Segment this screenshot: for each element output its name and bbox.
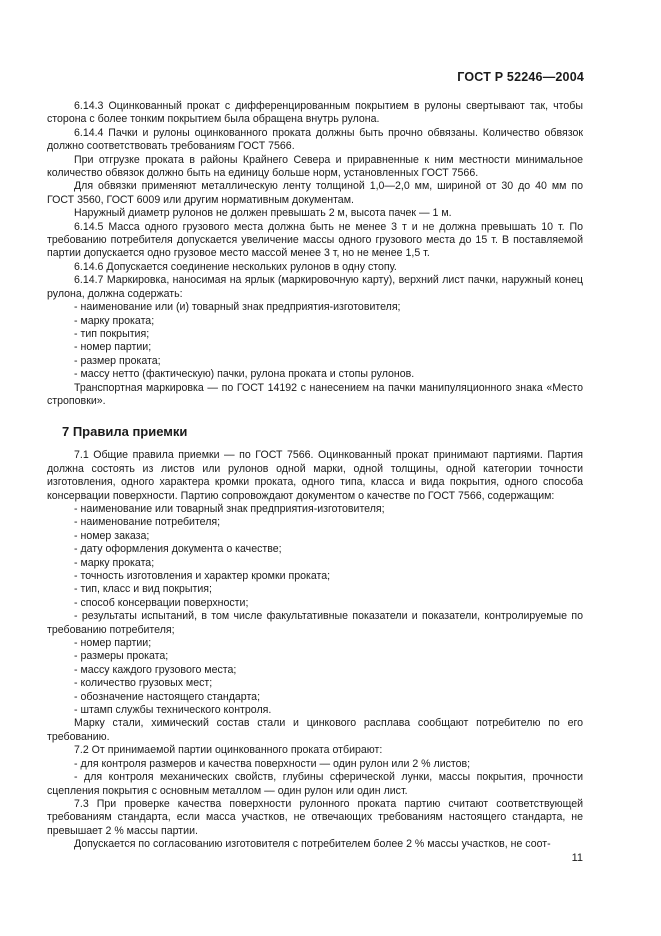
list-item: - массу каждого грузового места; (74, 663, 237, 676)
paragraph-7-2: 7.2 От принимаемой партии оцинкованного проката отбирают: (74, 744, 383, 757)
list-item: - тип покрытия; (74, 327, 150, 340)
list-item: - наименование или (и) товарный знак предприятия-изготовителя; (74, 301, 401, 314)
paragraph-roll-diameter: Наружный диаметр рулонов не должен превышать 2 м, высота пачек — 1 м. (74, 207, 452, 220)
paragraph-6-14-3: 6.14.3 Оцинкованный прокат с дифференцированным покрытием в рулоны свертывают так, чтобы сторона с более тонким покрытием была обращена внутрь рулона. (47, 100, 583, 126)
list-item: - количество грузовых мест; (74, 677, 213, 690)
list-item: - тип, класс и вид покрытия; (74, 583, 212, 596)
list-item: - номер партии; (74, 637, 152, 650)
list-item: - обозначение настоящего стандарта; (74, 690, 261, 703)
paragraph-continuation: Допускается по согласованию изготовителя с потребителем более 2 % массы участков, не соот- (74, 838, 551, 851)
paragraph-7-3: 7.3 При проверке качества поверхности рулонного проката партию считают соответствующей требованиям стандарта, если масса участков, не отвечающих требованиям настоящего стандарта, не превышает 2 % массы партии. (47, 797, 583, 837)
quality-document-list (47, 503, 583, 718)
section-7-heading: 7 Правила приемки (62, 424, 188, 440)
paragraph-steel-note: Марку стали, химический состав стали и цинкового расплава сообщают потребителю по его требованию. (47, 717, 583, 743)
page-number: 11 (571, 852, 583, 864)
list-item: - штамп службы технического контроля. (74, 704, 272, 717)
list-item: - дату оформления документа о качестве; (74, 543, 282, 556)
list-item: - марку проката; (74, 314, 155, 327)
paragraph-far-north: При отгрузке проката в районы Крайнего Севера и приравненные к ним местности минимальное количество обвязок должно быть на единицу больше норм, установленных ГОСТ 7566. (47, 153, 583, 180)
paragraph-6-14-6: 6.14.6 Допускается соединение нескольких рулонов в одну стопу. (74, 260, 397, 273)
list-item: - размеры проката; (74, 650, 169, 663)
list-item: - номер заказа; (74, 529, 150, 542)
paragraph-6-14-7: 6.14.7 Маркировка, наносимая на ярлык (маркировочную карту), верхний лист пачки, наружный конец рулона, должна содержать: (47, 274, 583, 300)
paragraph-6-14-5: 6.14.5 Масса одного грузового места должна быть не менее 3 т и не должна превышать 10 т. По требованию потребителя допускается увеличение массы одного грузового места до 15 т. В поставляемой партии допускается одно грузовое место массой менее 3 т, но не менее 1,5 т. (47, 220, 583, 260)
page-content (47, 100, 583, 852)
list-item: - точность изготовления и характер кромки проката; (74, 570, 331, 582)
paragraph-7-1: 7.1 Общие правила приемки — по ГОСТ 7566. Оцинкованный прокат принимают партиями. Партия должна состоять из листов или рулонов одной марки, одной толщины, одной категории точности изготовления, одного характера кромки проката, одного типа, класса и вида покрытия, одного способа консервации поверхности. Партию сопровождают документом о качестве по ГОСТ 7566, содержащим: (47, 449, 583, 502)
list-item: - наименование или товарный знак предприятия-изготовителя; (74, 502, 385, 515)
list-item: - наименование потребителя; (74, 516, 221, 529)
marking-list (47, 301, 583, 381)
list-item: - номер партии; (74, 341, 152, 354)
list-item: - марку проката; (74, 556, 155, 569)
paragraph-strapping-tape: Для обвязки применяют металлическую ленту толщиной 1,0—2,0 мм, шириной от 30 до 40 мм по ГОСТ 3560, ГОСТ 6009 или другим нормативным документам. (47, 180, 583, 206)
document-header-id: ГОСТ Р 52246—2004 (457, 70, 584, 84)
list-item: - результаты испытаний, в том числе факультативные показатели и показатели, контролируемые по требованию потребителя; (47, 610, 583, 636)
list-item: - способ консервации поверхности; (74, 596, 249, 609)
list-item: - размер проката; (74, 354, 161, 367)
list-item: - для контроля размеров и качества поверхности — один рулон или 2 % листов; (74, 757, 471, 770)
paragraph-transport-marking: Транспортная маркировка — по ГОСТ 14192 с нанесением на пачки манипуляционного знака «Место строповки». (47, 381, 583, 407)
paragraph-6-14-4: 6.14.4 Пачки и рулоны оцинкованного проката должны быть прочно обвязаны. Количество обвязок должно соответствовать требованиям ГОСТ 7566. (47, 126, 583, 153)
list-item: - для контроля механических свойств, глубины сферической лунки, массы покрытия, прочности сцепления покрытия с основным металлом — один рулон или один лист. (47, 771, 583, 797)
list-item: - массу нетто (фактическую) пачки, рулона проката и стопы рулонов. (74, 368, 415, 381)
